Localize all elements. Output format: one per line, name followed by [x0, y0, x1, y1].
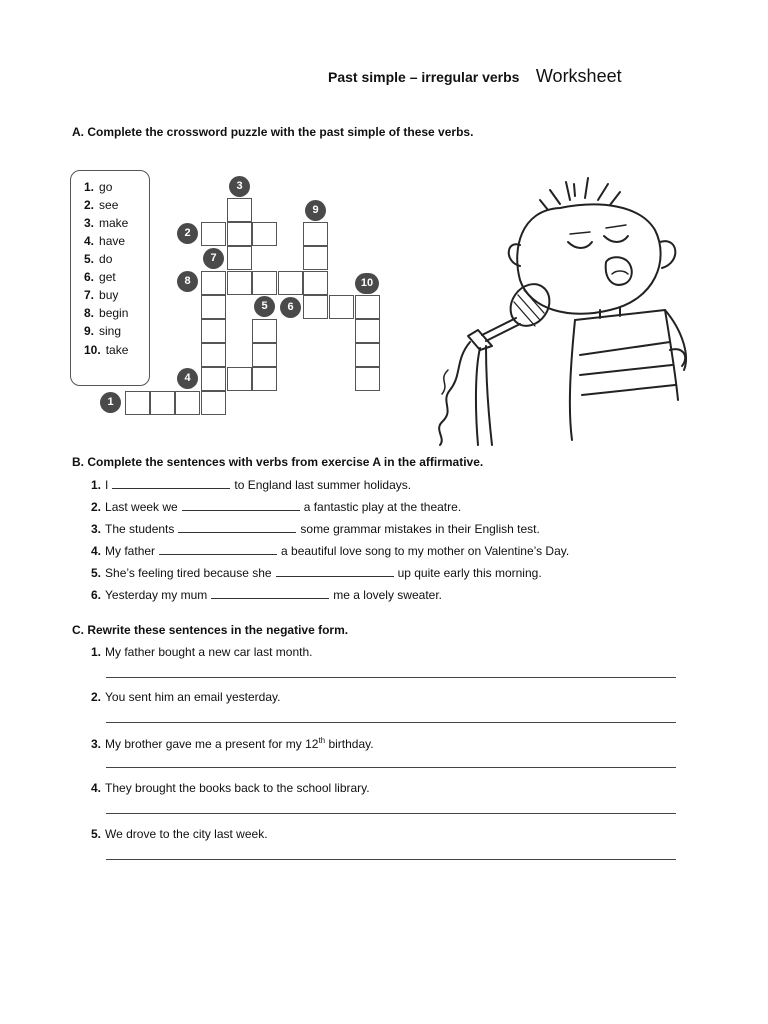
singing-boy-illustration [420, 170, 720, 450]
answer-line[interactable] [106, 767, 676, 768]
answer-blank[interactable] [112, 477, 230, 489]
sentence-item: 3. The students some grammar mistakes in their English test. [91, 522, 540, 536]
crossword-cell[interactable] [355, 319, 380, 343]
crossword-cell[interactable] [252, 222, 277, 246]
sentence-item: 1. I to England last summer holidays. [91, 478, 412, 492]
clue-number-badge: 10 [355, 273, 379, 294]
sentence-item: 2. Last week we a fantastic play at the theatre. [91, 500, 462, 514]
verb-item: 5. do [84, 252, 113, 266]
answer-blank[interactable] [178, 521, 296, 533]
crossword-cell[interactable] [227, 271, 252, 295]
crossword-cell[interactable] [252, 271, 277, 295]
crossword-cell[interactable] [201, 271, 226, 295]
answer-blank[interactable] [159, 543, 277, 555]
rewrite-item: 2. You sent him an email yesterday. [91, 690, 281, 704]
rewrite-item: 4. They brought the books back to the school library. [91, 781, 370, 795]
crossword-cell[interactable] [201, 222, 226, 246]
answer-line[interactable] [106, 677, 676, 678]
verb-item: 9. sing [84, 324, 122, 338]
crossword-cell[interactable] [201, 343, 226, 367]
crossword-cell[interactable] [201, 367, 226, 391]
section-c-heading: C. Rewrite these sentences in the negative form. [72, 623, 349, 637]
crossword-cell[interactable] [227, 222, 252, 246]
answer-blank[interactable] [211, 587, 329, 599]
crossword-cell[interactable] [329, 295, 354, 319]
crossword-cell[interactable] [303, 271, 328, 295]
answer-line[interactable] [106, 813, 676, 814]
clue-number-badge: 1 [100, 392, 121, 413]
rewrite-item: 5. We drove to the city last week. [91, 827, 268, 841]
verb-item: 2. see [84, 198, 119, 212]
crossword-cell[interactable] [252, 319, 277, 343]
crossword-cell[interactable] [303, 246, 328, 270]
crossword-cell[interactable] [201, 295, 226, 319]
crossword-cell[interactable] [150, 391, 175, 415]
crossword-cell[interactable] [355, 367, 380, 391]
crossword-cell[interactable] [303, 222, 328, 246]
clue-number-badge: 7 [203, 248, 224, 269]
answer-line[interactable] [106, 722, 676, 723]
crossword-cell[interactable] [125, 391, 150, 415]
worksheet-title [328, 66, 622, 87]
crossword-cell[interactable] [355, 343, 380, 367]
crossword-cell[interactable] [175, 391, 200, 415]
verb-item: 6. get [84, 270, 116, 284]
answer-blank[interactable] [182, 499, 300, 511]
sentence-item: 6. Yesterday my mum me a lovely sweater. [91, 588, 442, 602]
sentence-item: 4. My father a beautiful love song to my mother on Valentine’s Day. [91, 544, 570, 558]
verb-item: 8. begin [84, 306, 129, 320]
verb-item: 4. have [84, 234, 126, 248]
crossword-cell[interactable] [278, 271, 303, 295]
clue-number-badge: 8 [177, 271, 198, 292]
clue-number-badge: 9 [305, 200, 326, 221]
verb-item: 3. make [84, 216, 129, 230]
verb-item: 7. buy [84, 288, 119, 302]
clue-number-badge: 3 [229, 176, 250, 197]
sentence-item: 5. She’s feeling tired because she up quite early this morning. [91, 566, 542, 580]
crossword-cell[interactable] [252, 343, 277, 367]
crossword-cell[interactable] [252, 367, 277, 391]
clue-number-badge: 2 [177, 223, 198, 244]
crossword-cell[interactable] [227, 198, 252, 222]
crossword-cell[interactable] [355, 295, 380, 319]
crossword-cell[interactable] [303, 295, 328, 319]
title-worksheet: Worksheet [535, 66, 622, 86]
crossword-cell[interactable] [227, 367, 252, 391]
answer-blank[interactable] [276, 565, 394, 577]
verb-item: 10. take [84, 343, 129, 357]
answer-line[interactable] [106, 859, 676, 860]
rewrite-item: 3. My brother gave me a present for my 12th birthday. [91, 736, 374, 751]
clue-number-badge: 6 [280, 297, 301, 318]
title-main: Past simple – irregular verbs [328, 69, 520, 85]
verb-item: 1. go [84, 180, 113, 194]
crossword-cell[interactable] [201, 319, 226, 343]
crossword-cell[interactable] [201, 391, 226, 415]
rewrite-item: 1. My father bought a new car last month. [91, 645, 313, 659]
crossword-cell[interactable] [227, 246, 252, 270]
clue-number-badge: 5 [254, 296, 275, 317]
clue-number-badge: 4 [177, 368, 198, 389]
section-b-heading: B. Complete the sentences with verbs from exercise A in the affirmative. [72, 455, 484, 469]
section-a-heading: A. Complete the crossword puzzle with the past simple of these verbs. [72, 125, 474, 139]
